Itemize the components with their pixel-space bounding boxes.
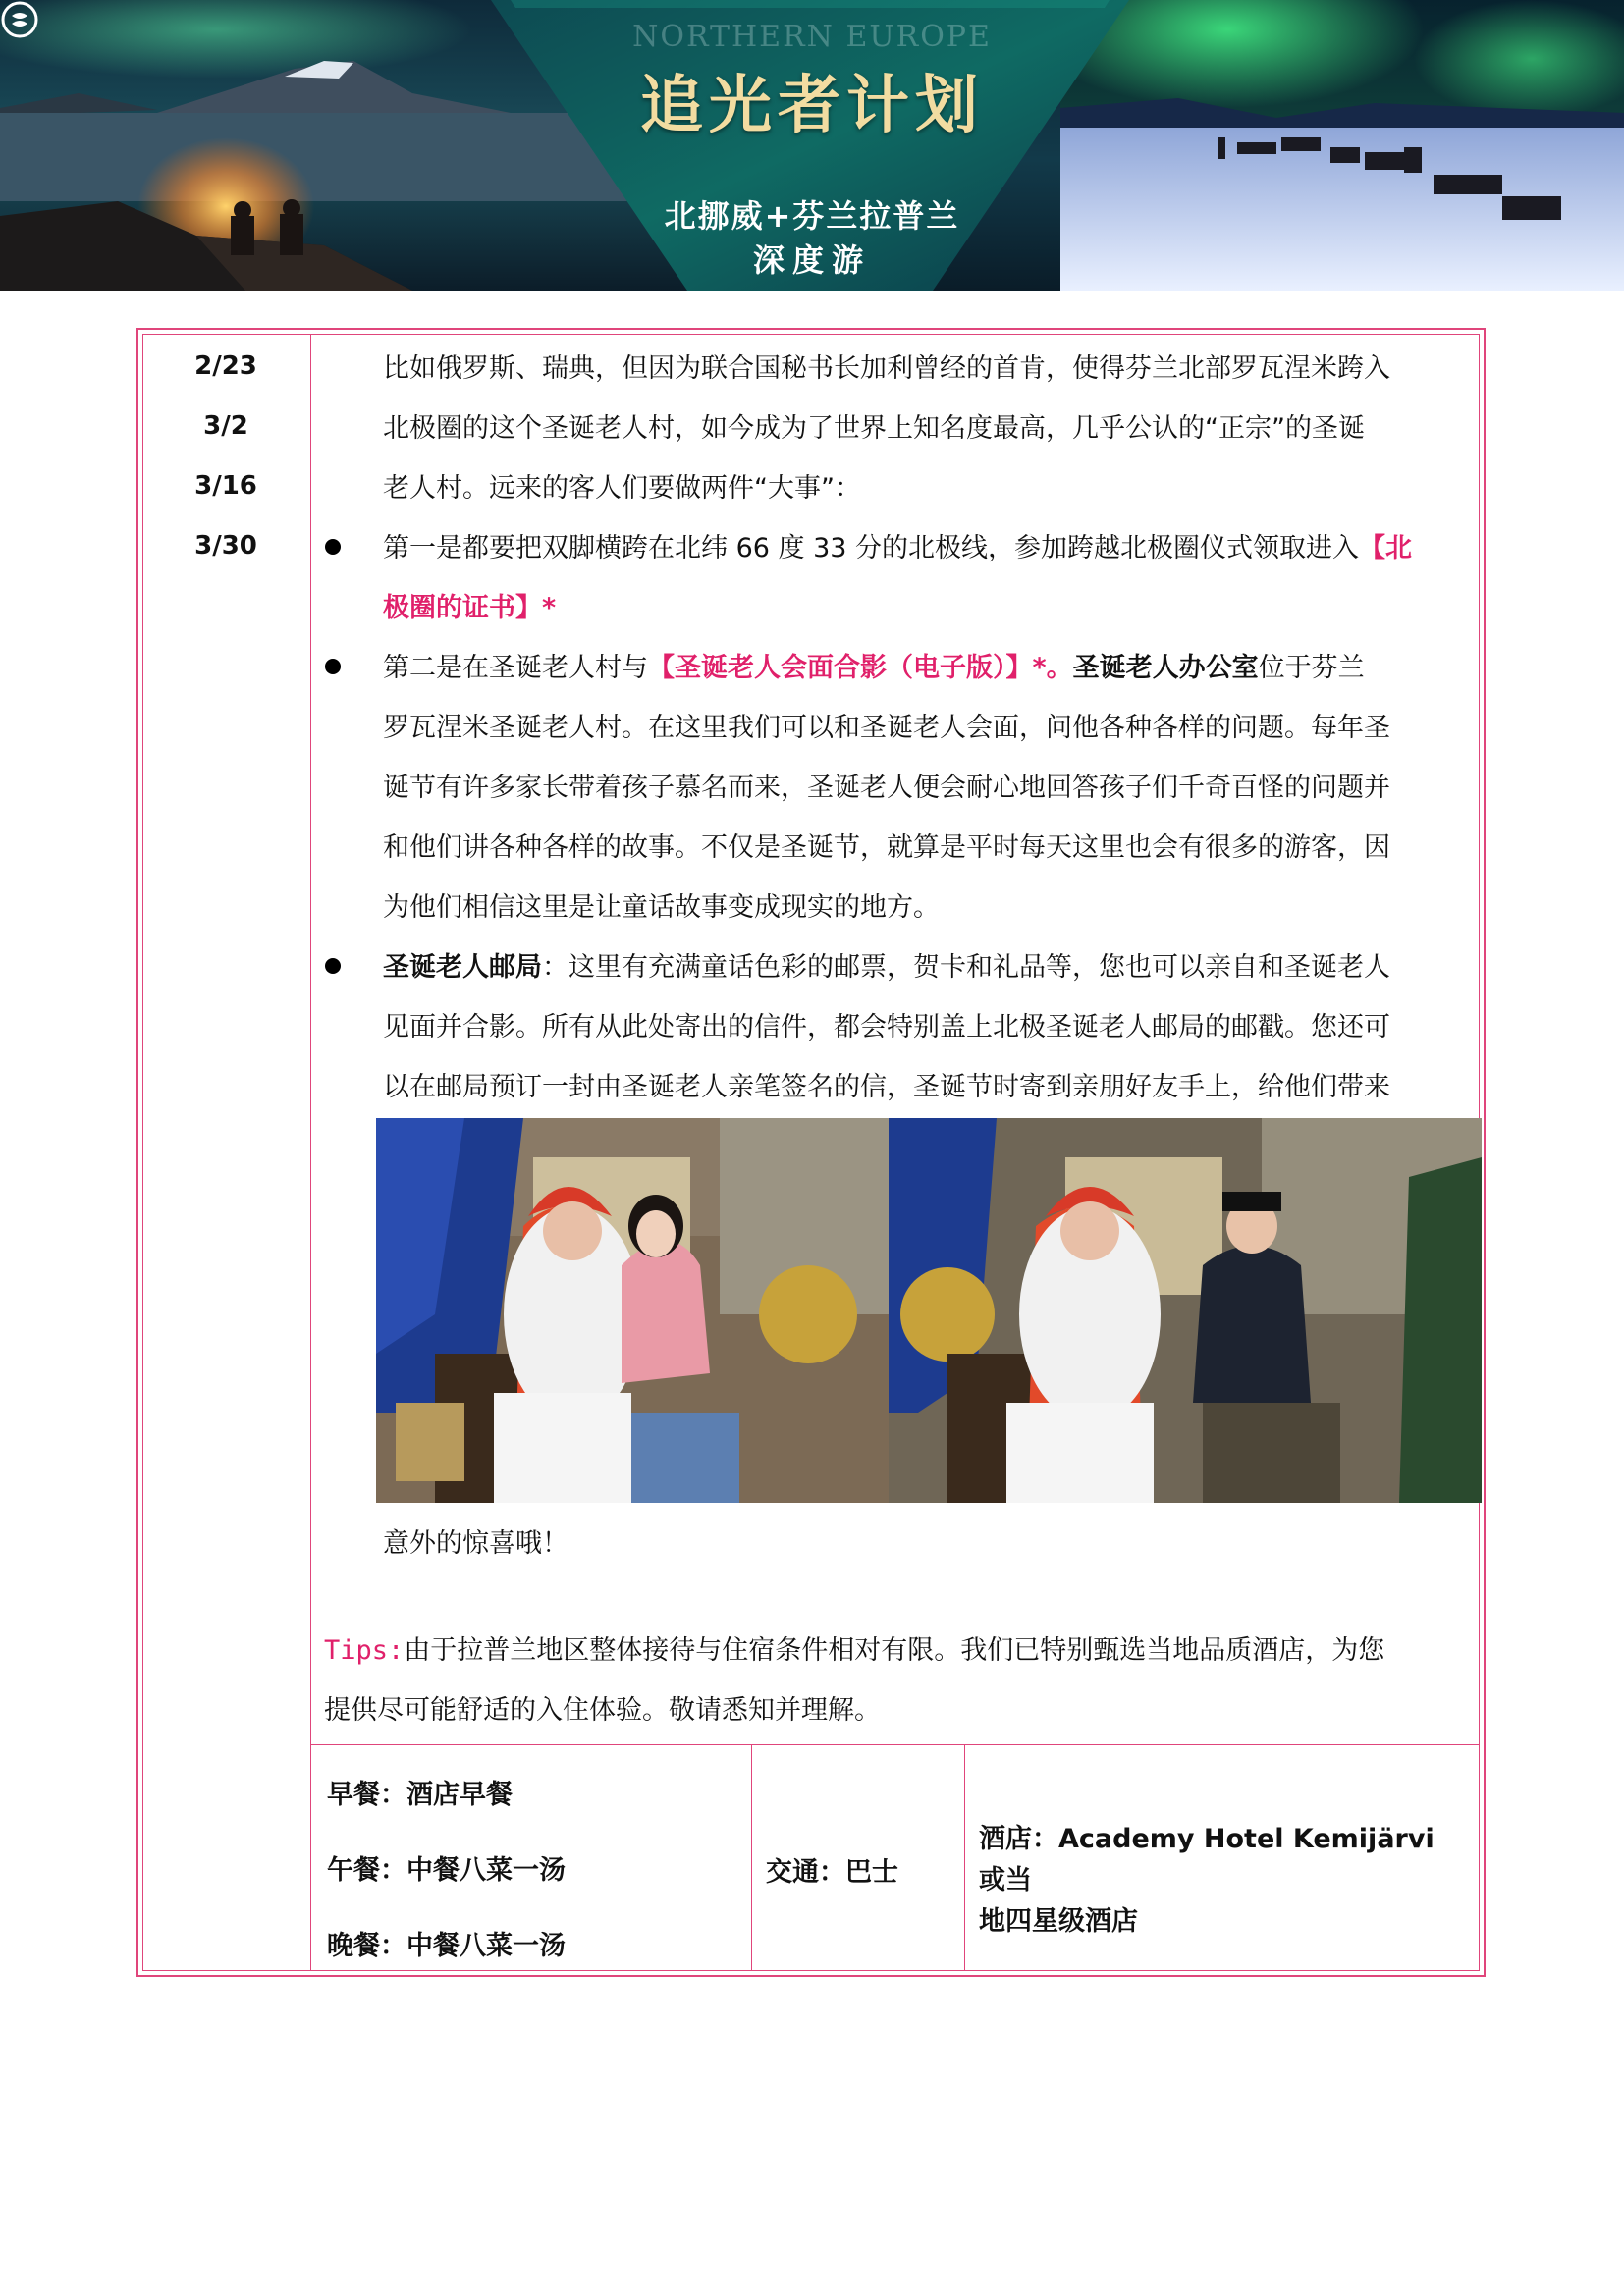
bullet-line: 和他们讲各种各样的故事。不仅是圣诞节，就算是平时每天这里也会有很多的游客，因 <box>383 832 1390 863</box>
departure-date: 3/30 <box>194 531 257 561</box>
intro-line: 老人村。远来的客人们要做两件“大事”： <box>383 473 861 504</box>
date-column-divider <box>310 334 311 1971</box>
bullet-icon <box>325 958 341 974</box>
meal-transport-divider <box>751 1744 752 1971</box>
banner-watermark: NORTHERN EUROPE <box>632 20 992 54</box>
santa-photo-right <box>889 1118 1482 1503</box>
banner-title: 追光者计划 <box>640 69 984 142</box>
tips-text: 提供尽可能舒适的入住体验。敬请悉知并理解。 <box>324 1695 881 1726</box>
departure-date: 3/2 <box>203 411 248 441</box>
santa-photo-left <box>376 1118 889 1503</box>
bullet-text: 第一是都要把双脚横跨在北纬 66 度 33 分的北极线，参加跨越北极圈仪式领取进入 <box>383 533 1360 563</box>
departure-date: 3/16 <box>194 471 257 501</box>
banner-route: 北挪威+芬兰拉普兰 <box>664 197 960 235</box>
bullet-icon <box>325 539 341 555</box>
tips-note <box>324 1621 1469 1740</box>
hotel-line: 酒店：Academy Hotel Kemijärvi 或当 <box>979 1824 1435 1896</box>
bullet-line: 见面并合影。所有从此处寄出的信件，都会特别盖上北极圣诞老人邮局的邮戳。您还可 <box>383 1012 1390 1042</box>
hotel-info <box>979 1819 1470 1943</box>
tips-text: 由于拉普兰地区整体接待与住宿条件相对有限。我们已特别甄选当地品质酒店，为您 <box>404 1635 1385 1666</box>
info-row-divider <box>310 1744 1480 1745</box>
bullet-line: 诞节有许多家长带着孩子慕名而来，圣诞老人便会耐心地回答孩子们千奇百怪的问题并 <box>383 773 1390 803</box>
bullet-line: 为他们相信这里是让童话故事变成现实的地方。 <box>383 892 940 923</box>
santa-photo-highlight: 【圣诞老人会面合影（电子版）】*。 <box>648 653 1073 683</box>
transport-info: 交通：巴士 <box>766 1857 898 1888</box>
hotel-line: 地四星级酒店 <box>979 1906 1138 1937</box>
santa-office-label: 圣诞老人办公室 <box>1072 653 1259 683</box>
header-banner <box>0 0 1624 291</box>
transport-hotel-divider <box>964 1744 965 1971</box>
bullet-santa-meeting <box>383 638 1469 937</box>
bullet-arctic-certificate <box>383 518 1469 638</box>
banner-tour-type: 深度游 <box>752 241 871 279</box>
post-office-label: 圣诞老人邮局 <box>383 952 542 983</box>
post-office-continuation <box>383 1514 1469 1574</box>
certificate-highlight: 【北 <box>1359 533 1413 563</box>
certificate-highlight: 极圈的证书】* <box>383 593 557 623</box>
intro-paragraph <box>383 339 1469 518</box>
lunch-info: 午餐：中餐八菜一汤 <box>327 1855 566 1886</box>
intro-line: 北极圈的这个圣诞老人村，如今成为了世界上知名度最高，几乎公认的“正宗”的圣诞 <box>383 413 1365 444</box>
bullet-line: 意外的惊喜哦！ <box>383 1528 568 1559</box>
tips-label: Tips: <box>324 1635 405 1666</box>
brand-logo-icon <box>0 0 39 39</box>
bullet-text: 位于芬兰 <box>1258 653 1365 683</box>
dinner-info: 晚餐：中餐八菜一汤 <box>327 1931 566 1961</box>
bullet-icon <box>325 659 341 674</box>
bullet-santa-post-office <box>383 937 1469 1117</box>
breakfast-info: 早餐：酒店早餐 <box>327 1780 513 1810</box>
bullet-text: 第二是在圣诞老人村与 <box>383 653 648 683</box>
bullet-line: 以在邮局预订一封由圣诞老人亲笔签名的信，圣诞节时寄到亲朋好友手上，给他们带来 <box>383 1072 1390 1102</box>
intro-line: 比如俄罗斯、瑞典，但因为联合国秘书长加利曾经的首肯，使得芬兰北部罗瓦涅米跨入 <box>383 353 1390 384</box>
departure-date: 2/23 <box>194 351 257 381</box>
departure-dates <box>157 344 295 583</box>
bullet-line: 罗瓦涅米圣诞老人村。在这里我们可以和圣诞老人会面，问他各种各样的问题。每年圣 <box>383 713 1390 743</box>
bullet-text: ：这里有充满童话色彩的邮票，贺卡和礼品等，您也可以亲自和圣诞老人 <box>542 952 1390 983</box>
